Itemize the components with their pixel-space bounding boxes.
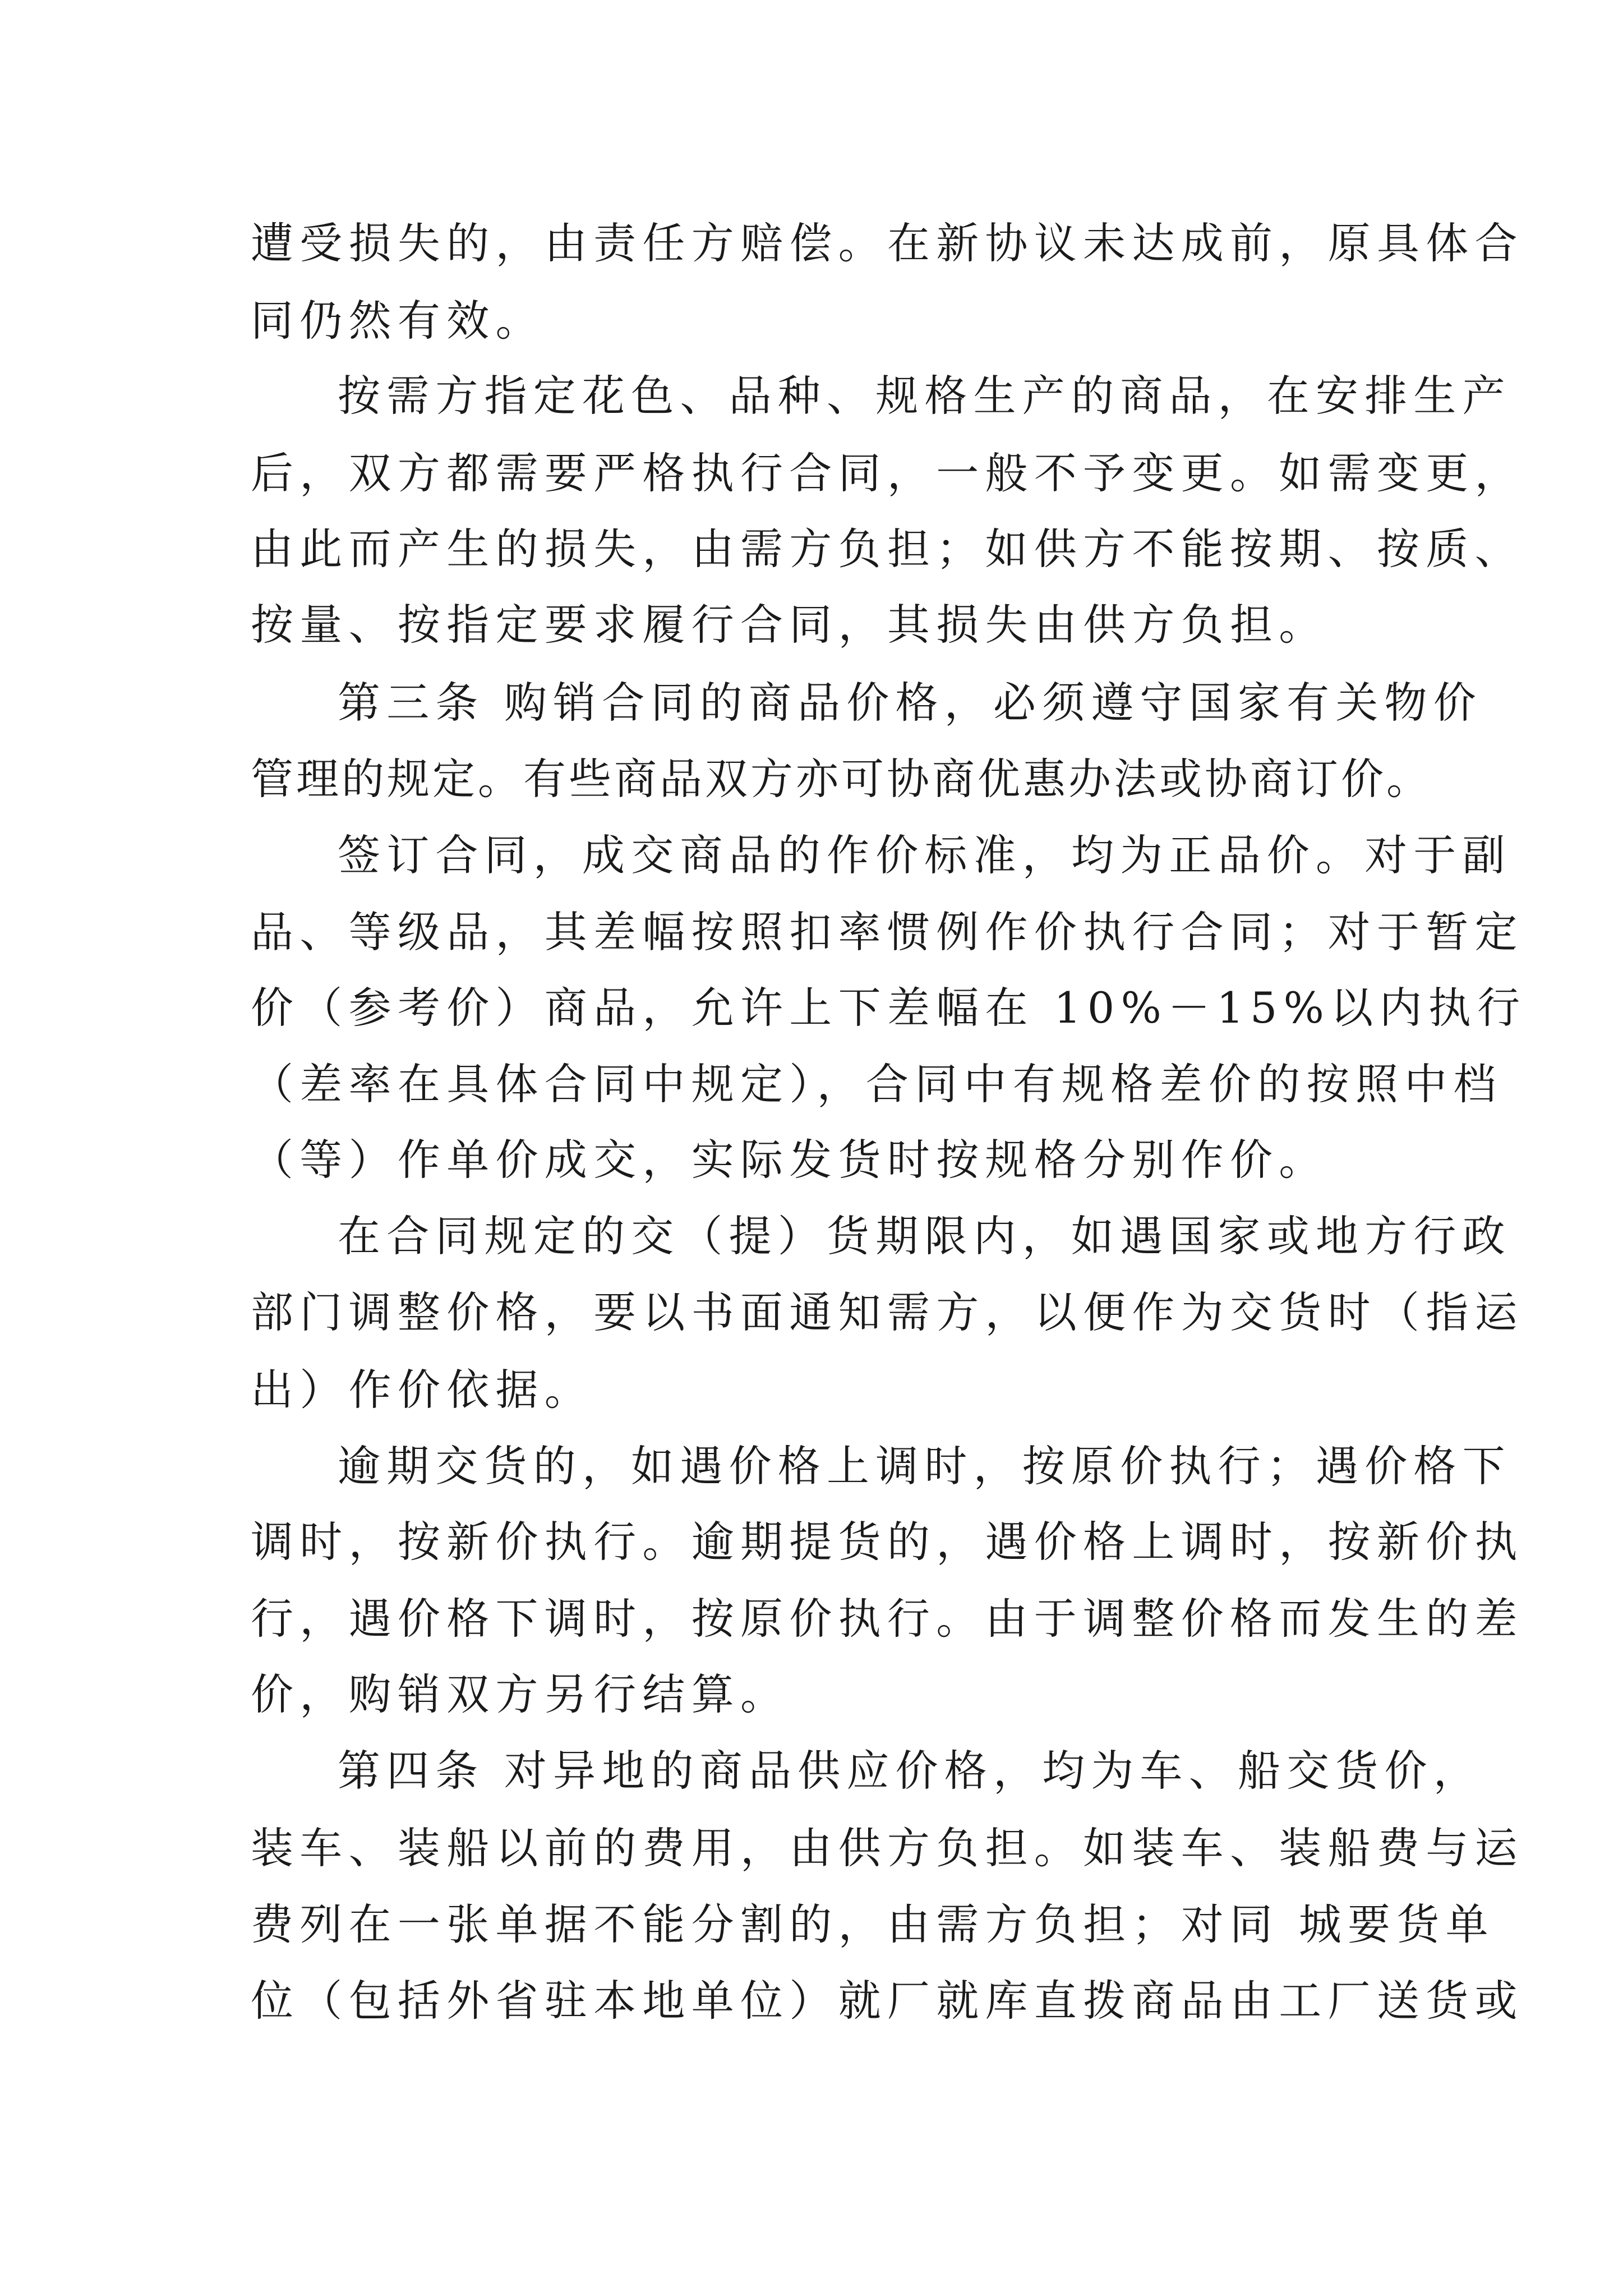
text-line: （等）作单价成交，实际发货时按规格分别作价。 bbox=[251, 1135, 1328, 1185]
text-line: 行，遇价格下调时，按原价执行。由于调整价格而发生的差 bbox=[251, 1594, 1524, 1644]
text-line: 出）作价依据。 bbox=[251, 1365, 594, 1415]
text-line: 按需方指定花色、品种、规格生产的商品，在安排生产 bbox=[338, 371, 1511, 421]
text-line: 价（参考价）商品，允许上下差幅在 10%－15%以内执行 bbox=[251, 983, 1527, 1033]
text-line: 调时，按新价执行。逾期提货的，遇价格上调时，按新价执 bbox=[251, 1517, 1524, 1567]
text-line: 品、等级品，其差幅按照扣率惯例作价执行合同；对于暂定 bbox=[251, 907, 1524, 957]
text-line: （差率在具体合同中规定），合同中有规格差价的按照中档 bbox=[251, 1059, 1502, 1109]
text-line: 后，双方都需要严格执行合同，一般不予变更。如需变更， bbox=[251, 448, 1524, 498]
text-line: 费列在一张单据不能分割的，由需方负担；对同 城要货单 bbox=[251, 1899, 1495, 1949]
text-line: 在合同规定的交（提）货期限内，如遇国家或地方行政 bbox=[338, 1211, 1511, 1261]
text-line: 管理的规定。有些商品双方亦可协商优惠办法或协商订价。 bbox=[251, 754, 1432, 804]
text-line: 价，购销双方另行结算。 bbox=[251, 1669, 790, 1719]
text-line: 由此而产生的损失，由需方负担；如供方不能按期、按质、 bbox=[251, 524, 1524, 574]
text-line: 部门调整价格，要以书面通知需方，以便作为交货时（指运 bbox=[251, 1287, 1524, 1337]
text-line: 位（包括外省驻本地单位）就厂就库直拨商品由工厂送货或 bbox=[251, 1976, 1524, 2026]
text-line: 第四条 对异地的商品供应价格，均为车、船交货价， bbox=[338, 1746, 1482, 1796]
text-line: 签订合同，成交商品的作价标准，均为正品价。对于副 bbox=[338, 830, 1511, 880]
text-line: 装车、装船以前的费用，由供方负担。如装车、装船费与运 bbox=[251, 1823, 1524, 1873]
text-line: 逾期交货的，如遇价格上调时，按原价执行；遇价格下 bbox=[338, 1441, 1511, 1491]
text-line: 按量、按指定要求履行合同，其损失由供方负担。 bbox=[251, 600, 1328, 650]
text-line: 第三条 购销合同的商品价格，必须遵守国家有关物价 bbox=[338, 678, 1482, 728]
text-line: 同仍然有效。 bbox=[251, 296, 545, 346]
text-line: 遭受损失的，由责任方赔偿。在新协议未达成前，原具体合 bbox=[251, 218, 1524, 268]
